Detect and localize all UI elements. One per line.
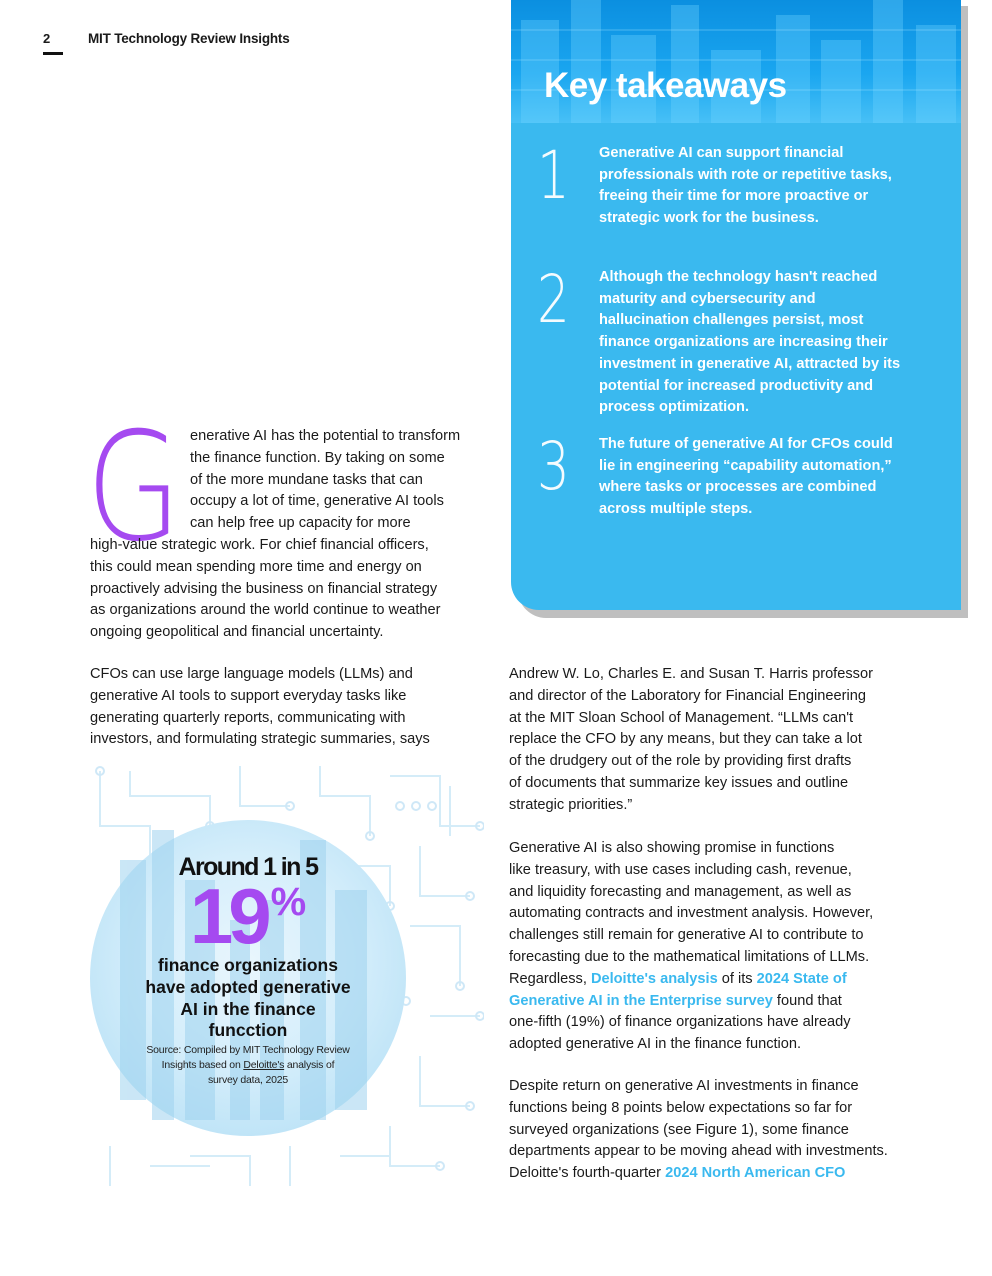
takeaways-card — [511, 0, 961, 610]
text-run: Deloitte's fourth-quarter — [509, 1165, 666, 1182]
stat-percent-sign: % — [270, 880, 307, 924]
text-run: Insights based on — [161, 1059, 244, 1071]
text-line: Generative AI is also showing promise in functions — [509, 840, 835, 856]
text-line: this could mean spending more time and energy on — [90, 558, 422, 575]
text-line — [509, 969, 873, 991]
text-line: and liquidity forecasting and management, as well as — [509, 883, 852, 900]
publication-name: MIT Technology Review Insights — [88, 31, 290, 46]
state-of-genai-survey-link-part2[interactable]: Generative AI in the Enterprise survey — [509, 992, 773, 1009]
text-run: of its — [717, 970, 757, 987]
text-line: occupy a lot of time, generative AI tools — [190, 493, 444, 510]
text-line: functions being 8 points below expectations so far for — [509, 1099, 853, 1116]
stat-headline: Around 1 in 5 — [178, 853, 318, 881]
text-line: adopted generative AI in the finance function. — [509, 1036, 802, 1053]
cfo-signals-link[interactable]: 2024 North American CFO — [665, 1165, 846, 1182]
takeaway-text: Generative AI can support financial professionals with rote or repetitive tasks, freeing their time for more proactive or strategic work for the business. — [599, 145, 892, 227]
text-line: Despite return on generative AI investments in finance — [509, 1078, 859, 1094]
text-run: analysis of — [284, 1059, 335, 1071]
text-line: of documents that summarize key issues and outline — [509, 774, 849, 791]
text-line: finance organizations — [158, 955, 338, 975]
text-line: as organizations around the world continue to weather — [90, 602, 441, 619]
takeaways-title: Key takeaways — [544, 66, 787, 105]
stat-description — [90, 955, 406, 1042]
text-line: Andrew W. Lo, Charles E. and Susan T. Harris professor — [509, 666, 873, 682]
text-line: investors, and formulating strategic summaries, says — [90, 731, 430, 748]
text-line: challenges still remain for generative AI to contribute to — [509, 927, 864, 944]
text-line: of the more mundane tasks that can — [190, 471, 423, 488]
paragraph-generative-ai-functions — [509, 838, 873, 1056]
takeaways-header-image — [511, 0, 961, 123]
text-line: enerative AI has the potential to transform — [190, 428, 461, 444]
text-line: forecasting due to the mathematical limitations of LLMs. — [509, 948, 870, 965]
paragraph-left — [90, 664, 430, 751]
text-line: proactively advising the business on financial strategy — [90, 580, 438, 597]
text-line: automating contracts and investment analysis. However, — [509, 905, 874, 922]
text-line — [509, 991, 873, 1013]
text-line: surveyed organizations (see Figure 1), some finance — [509, 1121, 849, 1138]
text-line: generative AI tools to support everyday tasks like — [90, 687, 407, 704]
text-run: found that — [772, 992, 842, 1009]
text-run: Regardless, — [509, 970, 591, 987]
intro-full — [90, 535, 440, 644]
text-line: funcction — [208, 1020, 288, 1041]
text-line — [509, 1163, 888, 1185]
text-line: at the MIT Sloan School of Management. “LLMs can't — [509, 709, 854, 726]
text-line: the finance function. By taking on some — [190, 449, 445, 466]
takeaway-number: 2 — [537, 261, 570, 338]
takeaway-number: 3 — [537, 428, 570, 505]
text-line: can help free up capacity for more — [190, 515, 411, 532]
stat-number: 19 — [189, 872, 267, 960]
page-number: 2 — [43, 31, 51, 46]
state-of-genai-survey-link-part1[interactable]: 2024 State of — [756, 970, 847, 987]
text-line: strategic priorities.” — [509, 796, 633, 813]
text-line: Source: Compiled by MIT Technology Review — [146, 1044, 350, 1056]
text-line: have adopted generative — [145, 976, 351, 997]
text-line: one-fifth (19%) of finance organizations have already — [509, 1014, 851, 1031]
takeaway-text: The future of generative AI for CFOs could lie in engineering “capability automation,” where tasks or processes are combined across multiple steps. — [599, 436, 893, 518]
text-line: survey data, 2025 — [207, 1074, 289, 1086]
takeaway-number: 1 — [537, 137, 570, 214]
stat-big-number — [90, 872, 406, 960]
deloitte-source-link[interactable]: Deloitte's — [243, 1059, 285, 1071]
text-line — [90, 1058, 406, 1073]
text-line: like treasury, with use cases including cash, revenue, — [509, 861, 852, 878]
drop-cap: G — [86, 401, 182, 575]
stat-source — [90, 1043, 406, 1088]
paragraph-roi — [509, 1076, 888, 1185]
text-line: departments appear to be moving ahead with investments. — [509, 1143, 888, 1160]
text-line: CFOs can use large language models (LLMs) and — [90, 666, 413, 682]
text-line: generating quarterly reports, communicating with — [90, 709, 406, 726]
text-line: and director of the Laboratory for Financial Engineering — [509, 687, 866, 704]
text-line: AI in the finance — [180, 998, 316, 1019]
text-line: replace the CFO by any means, but they can take a lot — [509, 731, 862, 748]
text-line: high-value strategic work. For chief financial officers, — [90, 537, 429, 553]
page-number-rule — [43, 52, 63, 55]
takeaway-text: Although the technology hasn't reached maturity and cybersecurity and hallucination challenges persist, most finance organizations are increasing their investment in generative AI, attracted by its potential for increased productivity and process optimization. — [599, 269, 901, 416]
text-line: ongoing geopolitical and financial uncertainty. — [90, 624, 384, 641]
deloitte-analysis-link[interactable]: Deloitte's analysis — [590, 970, 718, 987]
paragraph-right — [509, 664, 873, 817]
text-line: of the drudgery out of the role by providing first drafts — [509, 753, 852, 770]
intro-indented — [190, 426, 460, 535]
